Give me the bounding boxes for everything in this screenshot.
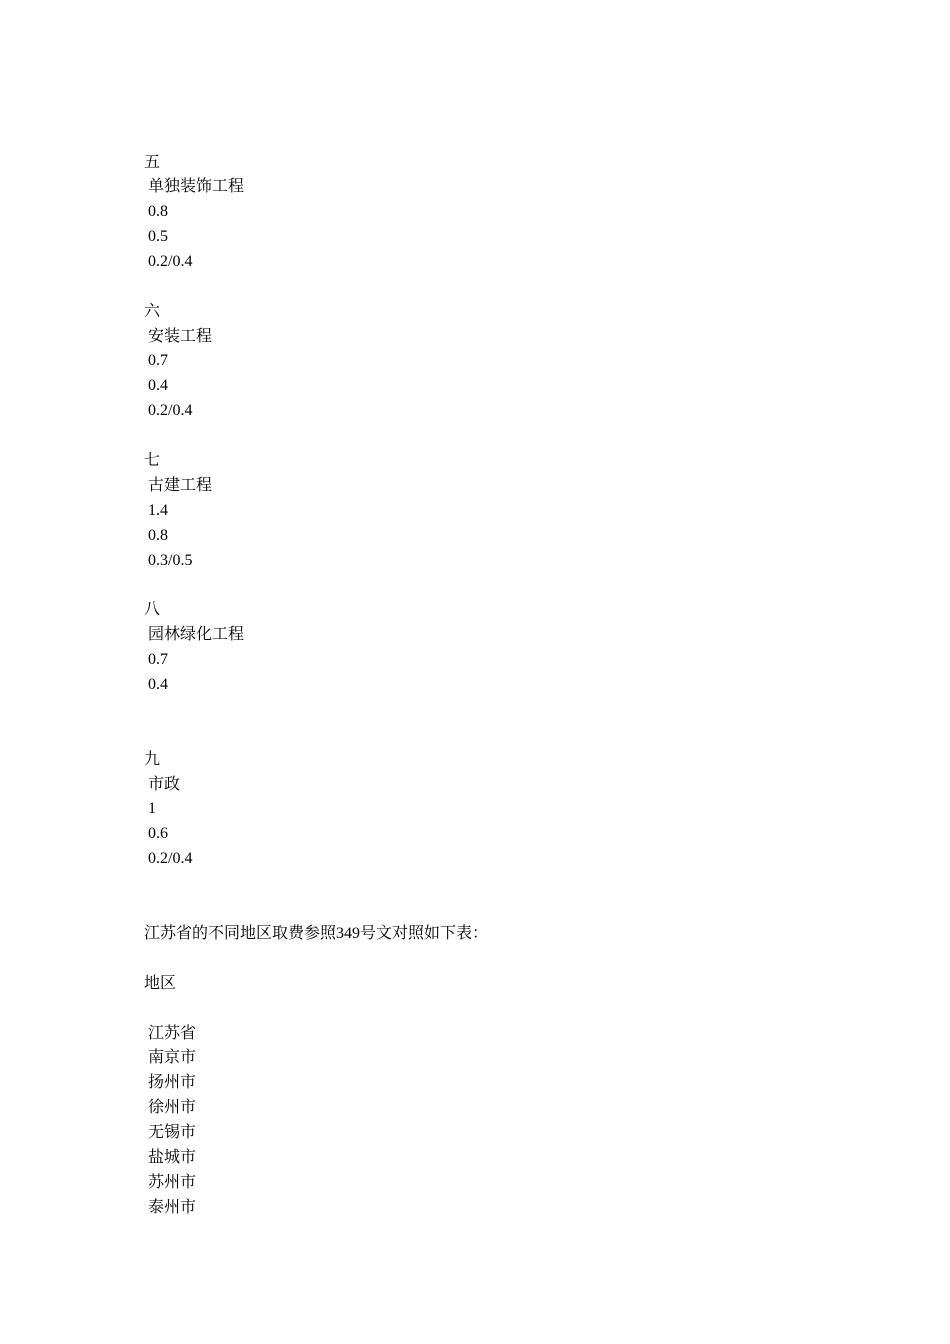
section-value: 0.6 xyxy=(148,825,168,842)
section-value: 1.4 xyxy=(148,502,168,519)
section-value: 0.8 xyxy=(148,203,168,220)
section-value: 0.5 xyxy=(148,228,168,245)
section-number: 八 xyxy=(144,601,161,618)
intro-paragraph: 江苏省的不同地区取费参照349号文对照如下表： xyxy=(144,925,489,942)
section-name: 安装工程 xyxy=(148,328,213,345)
section-value: 0.4 xyxy=(148,676,168,693)
section-value: 0.3/0.5 xyxy=(148,552,193,569)
region-item: 徐州市 xyxy=(148,1099,197,1116)
section-value: 1 xyxy=(148,800,156,817)
region-item: 盐城市 xyxy=(148,1149,197,1166)
section-value: 0.7 xyxy=(148,651,168,668)
section-number: 九 xyxy=(144,751,161,768)
section-value: 0.4 xyxy=(148,377,168,394)
region-item: 泰州市 xyxy=(148,1199,197,1216)
section-name: 古建工程 xyxy=(148,477,213,494)
section-number: 六 xyxy=(144,303,161,320)
section-value: 0.8 xyxy=(148,527,168,544)
region-item: 苏州市 xyxy=(148,1174,197,1191)
section-value: 0.2/0.4 xyxy=(148,850,193,867)
section-number: 七 xyxy=(144,452,161,469)
section-number: 五 xyxy=(144,154,161,171)
region-item: 无锡市 xyxy=(148,1124,197,1141)
section-name: 单独装饰工程 xyxy=(148,178,245,195)
region-header: 地区 xyxy=(144,975,177,992)
section-value: 0.7 xyxy=(148,352,168,369)
region-item: 南京市 xyxy=(148,1049,197,1066)
region-item: 江苏省 xyxy=(148,1025,197,1042)
section-name: 园林绿化工程 xyxy=(148,626,245,643)
section-value: 0.2/0.4 xyxy=(148,402,193,419)
region-item: 扬州市 xyxy=(148,1074,197,1091)
section-value: 0.2/0.4 xyxy=(148,253,193,270)
section-name: 市政 xyxy=(148,776,181,793)
